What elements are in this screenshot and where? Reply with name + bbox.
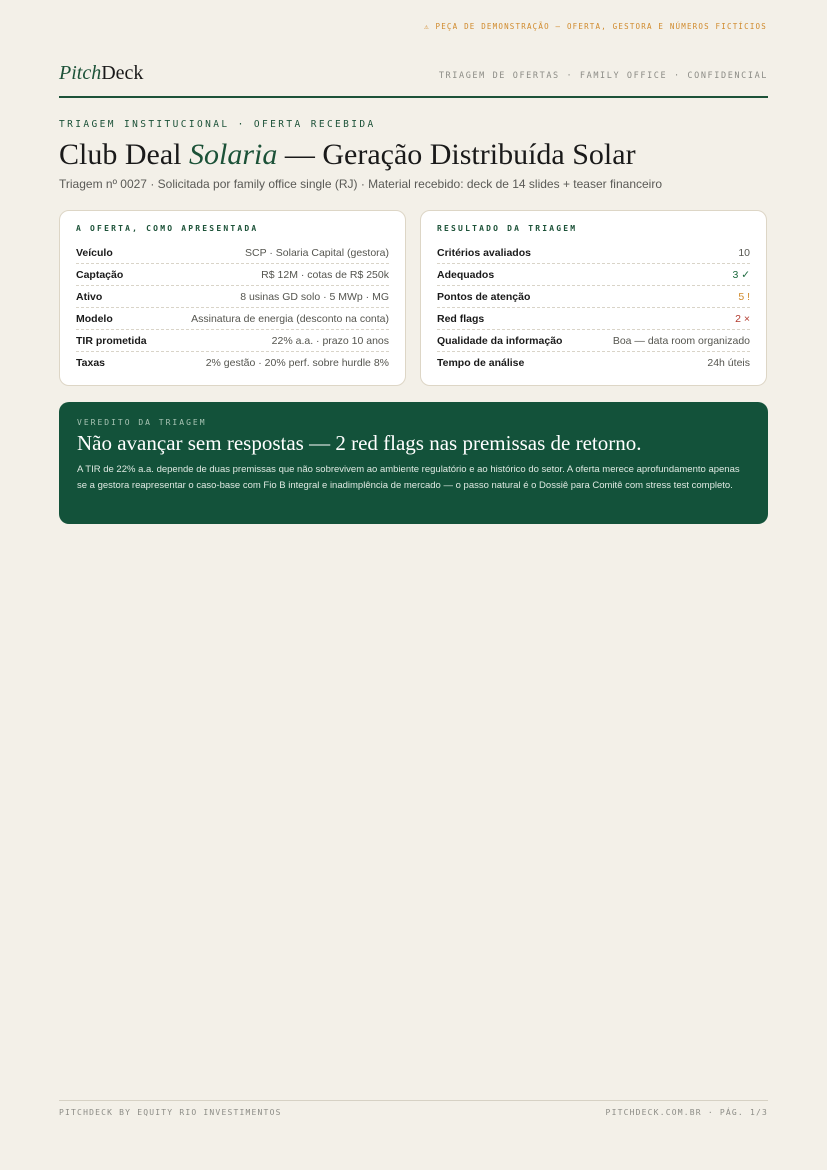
row-value: 24h úteis — [707, 356, 750, 369]
page-title — [59, 137, 636, 173]
row-key: Modelo — [76, 312, 113, 325]
row-key: Captação — [76, 268, 124, 281]
adequate-count: 3 ✓ — [732, 268, 750, 281]
logo-pitch: Pitch — [59, 62, 102, 84]
offer-row — [76, 352, 389, 373]
result-row — [437, 286, 750, 308]
title-accent: Solaria — [188, 138, 278, 171]
logo-deck: Deck — [101, 62, 144, 84]
row-key: Qualidade da informação — [437, 334, 563, 347]
footer-left: PITCHDECK BY EQUITY RIO INVESTIMENTOS — [59, 1108, 282, 1117]
offer-card-title: A OFERTA, COMO APRESENTADA — [76, 224, 259, 233]
title-part2: — Geração Distribuída Solar — [277, 138, 636, 171]
verdict-panel — [59, 402, 768, 524]
title-part1: Club Deal — [59, 138, 189, 171]
offer-row — [76, 330, 389, 352]
offer-row — [76, 242, 389, 264]
logo[interactable] — [59, 62, 143, 85]
result-row — [437, 308, 750, 330]
verdict-body: A TIR de 22% a.a. depende de duas premissas que não sobrevivem ao ambiente regulatório e ao histórico do setor. A oferta merece aprofundamento apenas se a gestora reapresentar o caso-base com Fio B integral e inadimplência de mercado — o passo natural é o Dossiê para Comitê com stress test completo. — [77, 464, 740, 491]
page-footer — [59, 1100, 768, 1117]
header-tagline: TRIAGEM DE OFERTAS · FAMILY OFFICE · CONFIDENCIAL — [438, 71, 768, 81]
offer-row — [76, 308, 389, 330]
result-row — [437, 330, 750, 352]
red-flag-count: 2 × — [735, 312, 750, 325]
row-value: Boa — data room organizado — [612, 334, 750, 347]
row-value: 22% a.a. · prazo 10 anos — [271, 334, 389, 347]
demo-disclaimer: ⚠ PEÇA DE DEMONSTRAÇÃO — OFERTA, GESTORA E NÚMEROS FICTÍCIOS — [424, 22, 767, 31]
result-card-title: RESULTADO DA TRIAGEM — [437, 224, 578, 233]
row-key: Red flags — [437, 312, 485, 325]
row-key: Critérios avaliados — [437, 246, 531, 259]
row-key: Taxas — [76, 356, 105, 369]
result-card — [420, 210, 767, 386]
page-header — [59, 60, 768, 98]
result-row — [437, 264, 750, 286]
footer-right: PITCHDECK.COM.BR · PÁG. 1/3 — [605, 1108, 768, 1117]
page-subtitle: Triagem nº 0027 · Solicitada por family office single (RJ) · Material recebido: deck de 14 slides + teaser financeiro — [59, 177, 662, 191]
row-key: Adequados — [437, 268, 495, 281]
offer-row — [76, 264, 389, 286]
verdict-eyebrow: VEREDITO DA TRIAGEM — [77, 418, 207, 427]
verdict-title: Não avançar sem respostas — 2 red flags nas premissas de retorno. — [77, 431, 642, 455]
row-key: TIR prometida — [76, 334, 147, 347]
row-value: 8 usinas GD solo · 5 MWp · MG — [240, 290, 389, 303]
section-eyebrow: TRIAGEM INSTITUCIONAL · OFERTA RECEBIDA — [59, 119, 376, 130]
row-value: 2% gestão · 20% perf. sobre hurdle 8% — [205, 356, 389, 369]
row-value: 10 — [738, 246, 750, 259]
result-row — [437, 352, 750, 373]
row-value: Assinatura de energia (desconto na conta) — [191, 312, 389, 325]
row-value: SCP · Solaria Capital (gestora) — [245, 246, 389, 259]
result-row — [437, 242, 750, 264]
row-value: R$ 12M · cotas de R$ 250k — [261, 268, 389, 281]
offer-card — [59, 210, 406, 386]
row-key: Tempo de análise — [437, 356, 525, 369]
offer-row — [76, 286, 389, 308]
row-key: Ativo — [76, 290, 103, 303]
row-key: Pontos de atenção — [437, 290, 531, 303]
attention-count: 5 ! — [738, 290, 750, 303]
row-key: Veículo — [76, 246, 113, 259]
